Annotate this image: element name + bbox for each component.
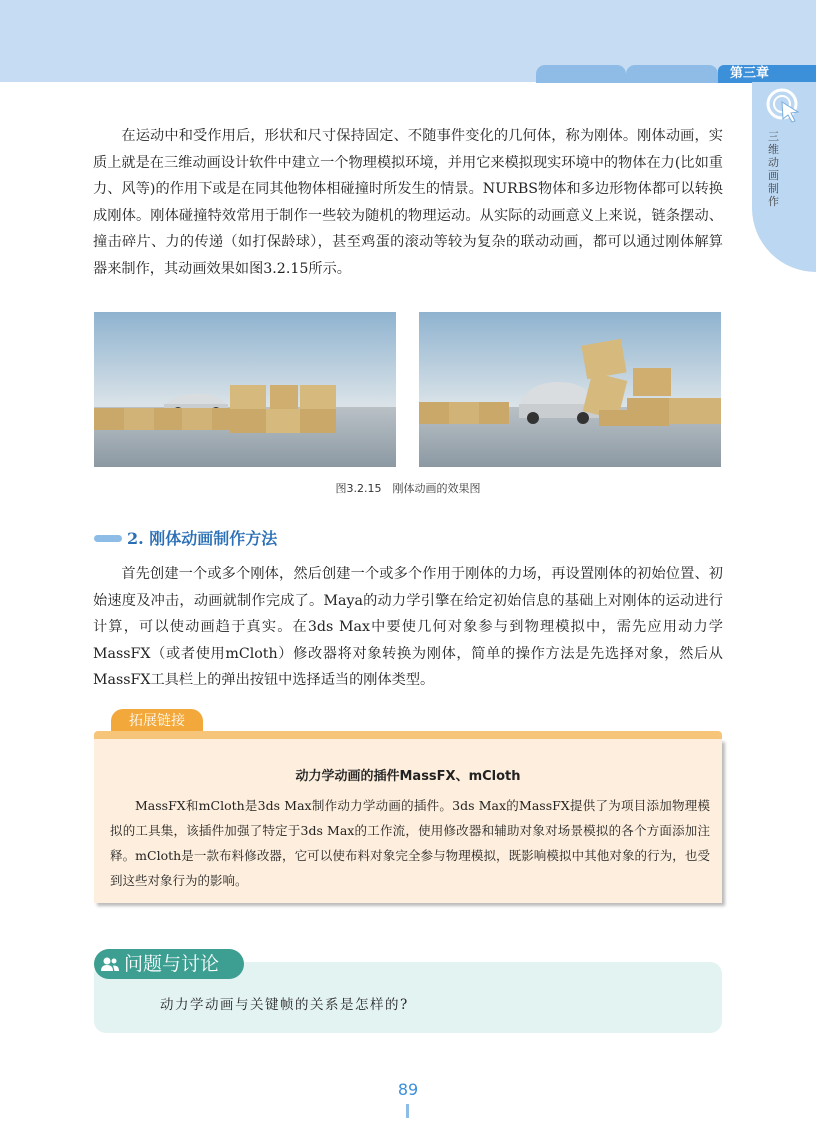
discussion-title: 问题与讨论: [124, 953, 220, 975]
section-marker: [94, 535, 122, 542]
chapter-label: 第三章: [730, 66, 770, 81]
figure-rigid-body-after: [419, 312, 721, 467]
extension-tab: 拓展链接: [111, 709, 203, 733]
body-paragraph-1: 在运动中和受作用后，形状和尺寸保持固定、不随事件变化的几何体，称为刚体。刚体动画，实质上就是在三维动画设计软件中建立一个物理模拟环境，并用它来模拟现实环境中的物体在力(比如重力、风等)的作用下或是在同其他物体相碰撞时所发生的情景。NURBS物体和多边形物体都可以转换成刚体。刚体碰撞特效常用于制作一些较为随机的物理运动。从实际的动画意义上来说，链条摆动、撞击碎片、力的传递（如打保龄球），甚至鸡蛋的滚动等较为复杂的联动动画，都可以通过刚体解算器来制作，其动画效果如图3.2.15所示。: [93, 128, 723, 277]
chapter-tab-decor: [536, 65, 626, 83]
extension-top-bar: [94, 731, 722, 739]
page-number-tick: [406, 1104, 409, 1118]
page-number: 89: [397, 1080, 419, 1099]
people-icon: [100, 956, 120, 972]
discussion-question: 动力学动画与关键帧的关系是怎样的?: [160, 997, 409, 1013]
extension-title: 动力学动画的插件MassFX、mCloth: [295, 769, 521, 784]
side-chapter-title: 三维动画制作: [768, 130, 779, 208]
section-heading: 2. 刚体动画制作方法: [127, 529, 278, 548]
cursor-click-icon: [764, 86, 804, 126]
figure-rigid-body-before: [94, 312, 396, 467]
body-paragraph-2: 首先创建一个或多个刚体，然后创建一个或多个作用于刚体的力场，再设置刚体的初始位置、初始速度及冲击，动画就制作完成了。Maya的动力学引擎在给定初始信息的基础上对刚体的运动进行计算，可以使动画趋于真实。在3ds Max中要使几何对象参与到物理模拟中，需先应用动力学MassFX（或者使用mCloth）修改器将对象转换为刚体，简单的操作方法是先选择对象，然后从MassFX工具栏上的弹出按钮中选择适当的刚体类型。: [93, 566, 723, 688]
figure-caption: 图3.2.15 刚体动画的效果图: [335, 482, 481, 495]
extension-body: MassFX和mCloth是3ds Max制作动力学动画的插件。3ds Max的MassFX提供了为项目添加物理模拟的工具集，该插件加强了特定于3ds Max的工作流，使用修改器和辅助对象对场景模拟的各个方面添加注释。mCloth是一款布料修改器，它可以使布料对象完全参与物理模拟，既影响模拟中其他对象的行为，也受到这些对象行为的影响。: [110, 798, 710, 888]
chapter-tab-decor: [626, 65, 718, 83]
